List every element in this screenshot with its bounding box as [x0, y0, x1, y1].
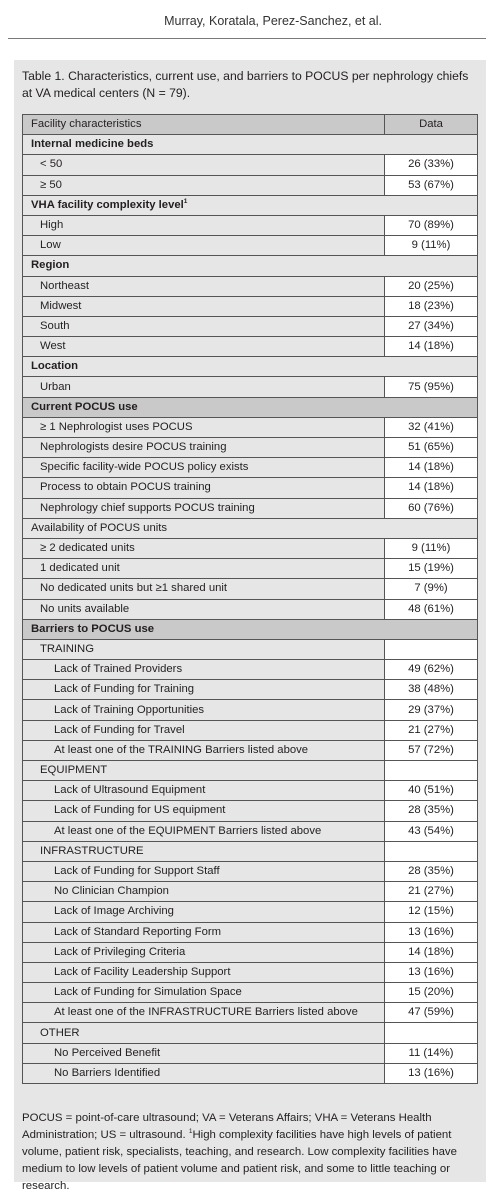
table-row	[23, 438, 478, 458]
row-value: 15 (20%)	[385, 983, 478, 1003]
footnote-text-part2: High complexity facilities have high levels of patient volume, patient risk, specialists, teaching, and research. Low complexity facilities have medium to low levels of patient volume and patient risk, and some to little teaching or research.	[22, 1129, 457, 1192]
row-label: ≥ 1 Nephrologist uses POCUS	[23, 417, 385, 437]
row-value: 57 (72%)	[385, 740, 478, 760]
table-row	[23, 276, 478, 296]
row-value: 32 (41%)	[385, 417, 478, 437]
subgroup-row	[23, 639, 478, 659]
row-value: 27 (34%)	[385, 316, 478, 336]
table-row	[23, 478, 478, 498]
section-header-row	[23, 135, 478, 155]
column-header-data: Data	[385, 115, 478, 135]
empty-value-cell	[385, 639, 478, 659]
row-value: 43 (54%)	[385, 821, 478, 841]
row-label: Urban	[23, 377, 385, 397]
row-value: 9 (11%)	[385, 538, 478, 558]
row-label: Midwest	[23, 296, 385, 316]
row-label: No Barriers Identified	[23, 1063, 385, 1083]
row-label: No dedicated units but ≥1 shared unit	[23, 579, 385, 599]
row-value: 7 (9%)	[385, 579, 478, 599]
row-label: ≥ 50	[23, 175, 385, 195]
row-label: High	[23, 215, 385, 235]
table-row	[23, 1063, 478, 1083]
table-row	[23, 599, 478, 619]
section-label: Location	[23, 357, 478, 377]
row-label: At least one of the INFRASTRUCTURE Barriers listed above	[23, 1003, 385, 1023]
row-value: 38 (48%)	[385, 680, 478, 700]
footnote-superscript: 1	[188, 1128, 193, 1135]
subgroup-label: EQUIPMENT	[23, 761, 385, 781]
row-value: 20 (25%)	[385, 276, 478, 296]
section-label: Availability of POCUS units	[23, 518, 478, 538]
row-value: 51 (65%)	[385, 438, 478, 458]
table-row	[23, 498, 478, 518]
subgroup-label: OTHER	[23, 1023, 385, 1043]
row-label: Lack of Trained Providers	[23, 660, 385, 680]
row-label: Lack of Privileging Criteria	[23, 942, 385, 962]
row-value: 47 (59%)	[385, 1003, 478, 1023]
row-value: 18 (23%)	[385, 296, 478, 316]
row-value: 13 (16%)	[385, 962, 478, 982]
section-header-row	[23, 397, 478, 417]
row-label: Lack of Funding for Support Staff	[23, 861, 385, 881]
running-head: Murray, Koratala, Perez-Sanchez, et al.	[164, 14, 382, 28]
row-label: Lack of Training Opportunities	[23, 700, 385, 720]
row-label: Low	[23, 236, 385, 256]
table-row	[23, 155, 478, 175]
row-label: Northeast	[23, 276, 385, 296]
row-label: Lack of Standard Reporting Form	[23, 922, 385, 942]
table-row	[23, 579, 478, 599]
row-value: 11 (14%)	[385, 1043, 478, 1063]
table-row	[23, 236, 478, 256]
row-value: 13 (16%)	[385, 922, 478, 942]
subgroup-row	[23, 1023, 478, 1043]
row-label: Specific facility-wide POCUS policy exists	[23, 458, 385, 478]
row-value: 28 (35%)	[385, 801, 478, 821]
row-value: 13 (16%)	[385, 1063, 478, 1083]
row-value: 14 (18%)	[385, 458, 478, 478]
table-row	[23, 215, 478, 235]
row-value: 49 (62%)	[385, 660, 478, 680]
table-row	[23, 902, 478, 922]
footnote-marker: 1	[183, 197, 188, 205]
section-header-row	[23, 256, 478, 276]
section-header-row	[23, 619, 478, 639]
row-label: At least one of the EQUIPMENT Barriers listed above	[23, 821, 385, 841]
table-body	[23, 115, 478, 1084]
section-header-row	[23, 518, 478, 538]
table-row	[23, 983, 478, 1003]
row-value: 14 (18%)	[385, 478, 478, 498]
row-label: Nephrology chief supports POCUS training	[23, 498, 385, 518]
table-header-row	[23, 115, 478, 135]
row-label: West	[23, 337, 385, 357]
table-row	[23, 337, 478, 357]
table-row	[23, 559, 478, 579]
row-label: Nephrologists desire POCUS training	[23, 438, 385, 458]
row-value: 28 (35%)	[385, 861, 478, 881]
row-value: 21 (27%)	[385, 720, 478, 740]
table-row	[23, 861, 478, 881]
row-value: 14 (18%)	[385, 942, 478, 962]
row-value: 75 (95%)	[385, 377, 478, 397]
row-label: At least one of the TRAINING Barriers listed above	[23, 740, 385, 760]
row-label: No units available	[23, 599, 385, 619]
row-label: Lack of Funding for Travel	[23, 720, 385, 740]
table-footnote	[22, 1110, 484, 1195]
table-row	[23, 781, 478, 801]
table-row	[23, 377, 478, 397]
table-row	[23, 922, 478, 942]
section-label: Current POCUS use	[23, 397, 478, 417]
table-row	[23, 821, 478, 841]
row-value: 60 (76%)	[385, 498, 478, 518]
table-caption: Table 1. Characteristics, current use, and barriers to POCUS per nephrology chiefs at VA medical centers (N = 79).	[22, 69, 469, 100]
table-row	[23, 942, 478, 962]
table-row	[23, 296, 478, 316]
section-label: VHA facility complexity level$^1$	[23, 195, 478, 215]
row-value: 40 (51%)	[385, 781, 478, 801]
row-value: 26 (33%)	[385, 155, 478, 175]
row-value: 15 (19%)	[385, 559, 478, 579]
table-row	[23, 1003, 478, 1023]
subgroup-row	[23, 841, 478, 861]
header-rule	[8, 38, 486, 39]
table-row	[23, 417, 478, 437]
subgroup-row	[23, 761, 478, 781]
characteristics-table	[22, 114, 478, 1084]
row-value: 12 (15%)	[385, 902, 478, 922]
table-row	[23, 700, 478, 720]
table-panel	[14, 60, 486, 1192]
row-label: No Perceived Benefit	[23, 1043, 385, 1063]
row-value: 21 (27%)	[385, 882, 478, 902]
empty-value-cell	[385, 841, 478, 861]
row-label: South	[23, 316, 385, 336]
row-value: 53 (67%)	[385, 175, 478, 195]
table-row	[23, 720, 478, 740]
subgroup-label: INFRASTRUCTURE	[23, 841, 385, 861]
table-row	[23, 680, 478, 700]
row-label: < 50	[23, 155, 385, 175]
row-value: 14 (18%)	[385, 337, 478, 357]
section-label: Region	[23, 256, 478, 276]
row-label: Lack of Ultrasound Equipment	[23, 781, 385, 801]
row-label: ≥ 2 dedicated units	[23, 538, 385, 558]
subgroup-label: TRAINING	[23, 639, 385, 659]
empty-value-cell	[385, 761, 478, 781]
table-row	[23, 316, 478, 336]
row-label: 1 dedicated unit	[23, 559, 385, 579]
table-row	[23, 882, 478, 902]
row-label: Lack of Image Archiving	[23, 902, 385, 922]
table-row	[23, 740, 478, 760]
row-label: Lack of Facility Leadership Support	[23, 962, 385, 982]
row-value: 70 (89%)	[385, 215, 478, 235]
table-row	[23, 175, 478, 195]
table-row	[23, 1043, 478, 1063]
table-row	[23, 538, 478, 558]
row-label: Process to obtain POCUS training	[23, 478, 385, 498]
section-header-row	[23, 357, 478, 377]
empty-value-cell	[385, 1023, 478, 1043]
section-label: Barriers to POCUS use	[23, 619, 478, 639]
table-row	[23, 458, 478, 478]
row-label: Lack of Funding for Simulation Space	[23, 983, 385, 1003]
row-value: 29 (37%)	[385, 700, 478, 720]
row-label: Lack of Funding for US equipment	[23, 801, 385, 821]
row-value: 48 (61%)	[385, 599, 478, 619]
section-header-row	[23, 195, 478, 215]
row-label: Lack of Funding for Training	[23, 680, 385, 700]
table-row	[23, 660, 478, 680]
row-value: 9 (11%)	[385, 236, 478, 256]
footnote-text-part1: POCUS = point-of-care ultrasound; VA = Veterans Affairs; VHA = Veterans Health Administration; US = ultrasound.	[22, 1112, 432, 1141]
table-row	[23, 962, 478, 982]
row-label: No Clinician Champion	[23, 882, 385, 902]
column-header-characteristics: Facility characteristics	[23, 115, 385, 135]
table-row	[23, 801, 478, 821]
section-label: Internal medicine beds	[23, 135, 478, 155]
